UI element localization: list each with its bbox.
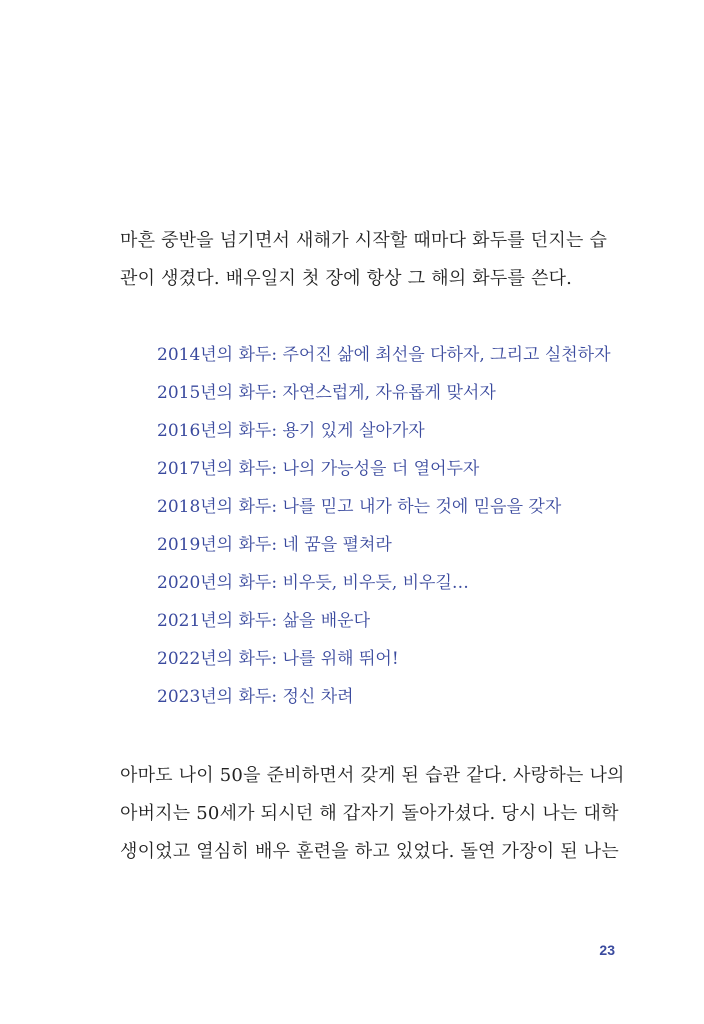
intro-line: 마흔 중반을 넘기면서 새해가 시작할 때마다 화두를 던지는 습 [120,230,608,251]
closing-line: 아버지는 50세가 되시던 해 갑자기 돌아가셨다. 당시 나는 대학 [120,803,619,824]
closing-paragraph [120,757,625,871]
closing-line: 아마도 나이 50을 준비하면서 갖게 된 습관 같다. 사랑하는 나의 [120,765,625,786]
intro-paragraph [120,222,610,298]
intro-line: 관이 생겼다. 배우일지 첫 장에 항상 그 해의 화두를 쓴다. [120,268,573,289]
page-number: 23 [599,942,615,958]
motto-2020: 2020년의 화두: 비우듯, 비우듯, 비우길… [157,573,469,593]
motto-2023: 2023년의 화두: 정신 차려 [157,687,354,707]
motto-2014: 2014년의 화두: 주어진 삶에 최선을 다하자, 그리고 실천하자 [157,345,611,365]
motto-2021: 2021년의 화두: 삶을 배운다 [157,611,371,631]
motto-2015: 2015년의 화두: 자연스럽게, 자유롭게 맞서자 [157,383,496,403]
closing-line: 생이었고 열심히 배우 훈련을 하고 있었다. 돌연 가장이 된 나는 [120,841,619,862]
motto-2016: 2016년의 화두: 용기 있게 살아가자 [157,421,425,441]
motto-2017: 2017년의 화두: 나의 가능성을 더 열어두자 [157,459,480,479]
motto-2018: 2018년의 화두: 나를 믿고 내가 하는 것에 믿음을 갖자 [157,497,562,517]
motto-list [157,336,617,716]
motto-2019: 2019년의 화두: 네 꿈을 펼쳐라 [157,535,392,555]
motto-2022: 2022년의 화두: 나를 위해 뛰어! [157,649,399,669]
